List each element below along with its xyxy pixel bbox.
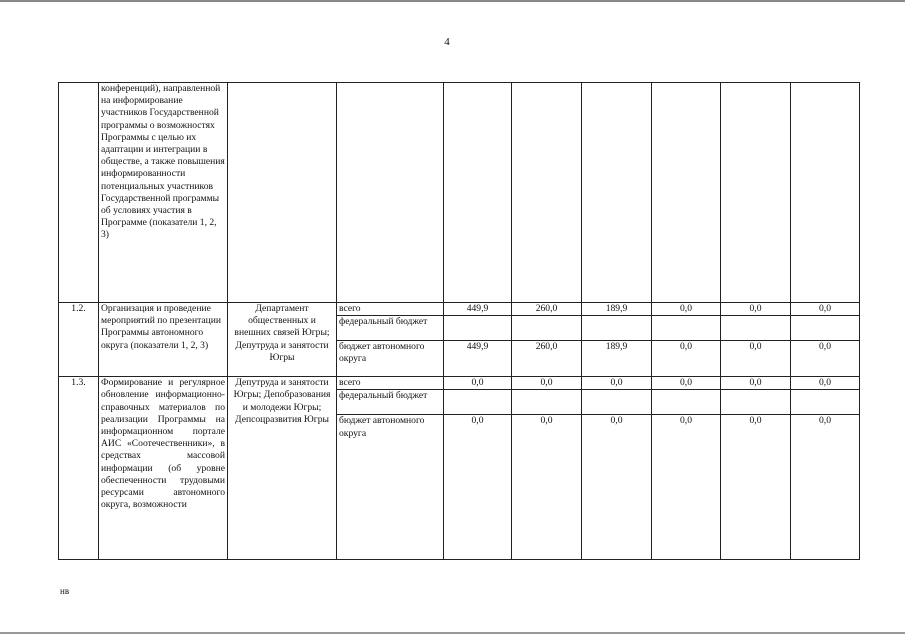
cell-value [444,390,512,415]
cell-value: 189,9 [582,303,652,316]
cell-value: 0,0 [721,415,791,560]
table-row-continuation [59,83,860,303]
scan-top-edge [0,0,905,2]
scan-bottom-edge [0,632,905,634]
cell-number: 1.3. [59,377,99,560]
cell-value: 260,0 [512,341,582,377]
cell-value: 0,0 [791,377,860,390]
table-row-1-2 [59,303,860,316]
cell-value: 0,0 [721,377,791,390]
cell-value: 0,0 [791,303,860,316]
cell-activity-name: Организация и проведение мероприятий по презентации Программы автономного округа (показатели 1, 2, 3) [99,303,228,377]
cell-value: 0,0 [444,377,512,390]
cell-value [512,83,582,303]
cell-source: федеральный бюджет [337,390,444,415]
cell-source: всего [337,303,444,316]
cell-value [582,316,652,341]
cell-value [791,316,860,341]
cell-value: 0,0 [582,415,652,560]
cell-number [59,83,99,303]
cell-value [582,83,652,303]
cell-value [652,390,721,415]
table-row-1-3 [59,377,860,390]
cell-executor: Департамент общественных и внешних связей Югры; Депутруда и занятости Югры [228,303,337,377]
cell-value [721,83,791,303]
cell-value: 260,0 [512,303,582,316]
cell-value [512,316,582,341]
cell-value [652,83,721,303]
cell-value: 0,0 [721,341,791,377]
cell-executor [228,83,337,303]
cell-source: бюджет автономного округа [337,415,444,560]
cell-activity-name: конференций), направленной на информирование участников Государственной программы о возможностях Программы с целью их адаптации и интеграции в обществе, а также повышения информированности потенциальных участников Государственной программы об условиях участия в Программе (показатели 1, 2, 3) [99,83,228,303]
cell-source [337,83,444,303]
cell-value: 0,0 [652,415,721,560]
cell-value: 189,9 [582,341,652,377]
cell-value: 0,0 [512,377,582,390]
cell-value: 0,0 [444,415,512,560]
cell-value: 0,0 [721,303,791,316]
cell-value: 0,0 [512,415,582,560]
cell-value [512,390,582,415]
page-number: 4 [444,36,450,48]
cell-value [652,316,721,341]
cell-value: 0,0 [652,377,721,390]
cell-value [721,316,791,341]
cell-value: 0,0 [652,341,721,377]
cell-value: 0,0 [791,341,860,377]
cell-activity-name: Формирование и регулярное обновление информационно-справочных материалов по реализации Программы на информационном портале АИС «Соотечественники», в средствах массовой информации (об уровне обеспеченности трудовыми ресурсами автономного округа, возможности [99,377,228,560]
cell-value [444,316,512,341]
cell-value: 0,0 [652,303,721,316]
footer-mark: нв [60,586,70,596]
cell-value [444,83,512,303]
cell-value: 449,9 [444,303,512,316]
cell-value: 449,9 [444,341,512,377]
budget-table [58,82,860,560]
cell-number: 1.2. [59,303,99,377]
cell-value: 0,0 [582,377,652,390]
cell-source: всего [337,377,444,390]
cell-executor: Депутруда и занятости Югры; Депобразования и молодежи Югры; Депсоцразвития Югры [228,377,337,560]
cell-value [721,390,791,415]
cell-source: бюджет автономного округа [337,341,444,377]
cell-value [791,390,860,415]
cell-value: 0,0 [791,415,860,560]
cell-value [791,83,860,303]
cell-source: федеральный бюджет [337,316,444,341]
cell-value [582,390,652,415]
